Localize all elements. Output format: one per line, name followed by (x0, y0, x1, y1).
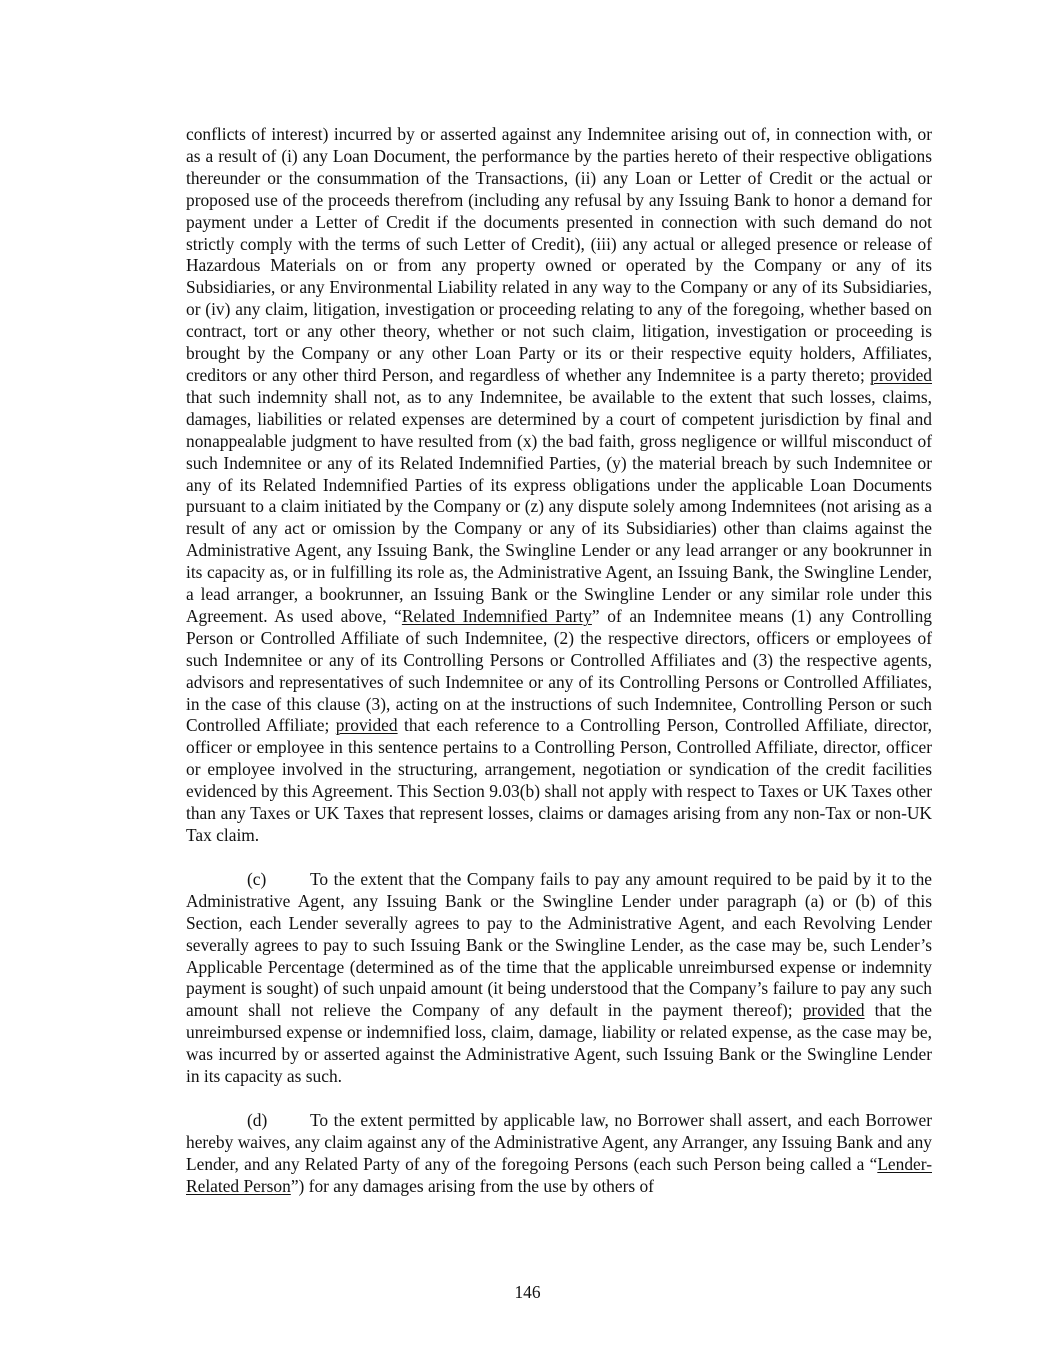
clause-number-d: (d) (247, 1109, 268, 1130)
document-body (186, 124, 932, 1198)
para-b-text-3: ” of an Indemnitee means (1) any Controlling Person or Controlled Affiliate of such Indemnitee, (2) the respective directors, officers or employees of such Indemnitee or any of its Controlling Persons or Controlled Affiliates and (3) the respective agents, advisors and representatives of such Indemnitee or any of its Controlling Persons or Controlled Affiliates, in the case of this clause (3), acting on at the instructions of such Indemnitee, Controlling Person or such Controlled Affiliate; (186, 605, 933, 736)
provided-term: provided (870, 364, 932, 385)
provided-term: provided (802, 1000, 865, 1021)
paragraph-c (186, 869, 932, 1088)
para-d-text-1: To the extent permitted by applicable law, no Borrower shall assert, and each Borrower hereby waives, any claim against any of the Administrative Agent, any Arranger, any Issuing Bank and any Lender, and any Related Party of any of the foregoing Persons (each such Person being called a “ (186, 1109, 932, 1174)
provided-term: provided (335, 715, 398, 736)
para-b-text-1: conflicts of interest) incurred by or asserted against any Indemnitee arising out of, in connection with, or as a result of (i) any Loan Document, the performance by the parties hereto of their respective obligations thereunder or the consummation of the Transactions, (ii) any Loan or Letter of Credit or the actual or proposed use of the proceeds therefrom (including any refusal by any Issuing Bank to honor a demand for payment under a Letter of Credit if the documents presented in connection with such demand do not strictly comply with the terms of such Letter of Credit), (iii) any actual or alleged presence or release of Hazardous Materials on or from any property owned or operated by the Company or any of its Subsidiaries, or any Environmental Liability related in any way to the Company or any of its Subsidiaries, or (iv) any claim, litigation, investigation or proceeding relating to any of the foregoing, whether based on contract, tort or any other theory, whether or not such claim, litigation, investigation or proceeding is brought by the Company or any other Loan Party or its or their respective equity holders, Affiliates, creditors or any other third Person, and regardless of whether any Indemnitee is a party thereto; (186, 124, 932, 385)
para-b-text-4: that each reference to a Controlling Person, Controlled Affiliate, director, officer or employee in this sentence pertains to a Controlling Person, Controlled Affiliate, director, officer or employee involved in the structuring, arrangement, negotiation or syndication of the credit facilities evidenced by this Agreement. This Section 9.03(b) shall not apply with respect to Taxes or UK Taxes other than any Taxes or UK Taxes that represent losses, claims or damages arising from any non-Tax or non-UK Tax claim. (186, 715, 932, 845)
para-c-text-1: To the extent that the Company fails to pay any amount required to be paid by it to the Administrative Agent, any Issuing Bank or the Swingline Lender under paragraph (a) or (b) of this Section, each Lender severally agrees to pay to the Administrative Agent, and each Revolving Lender severally agrees to pay to such Issuing Bank or the Swingline Lender, as the case may be, such Lender’s Applicable Percentage (determined as of the time that the applicable unreimbursed expense or indemnity payment is sought) of such unpaid amount (it being understood that the Company’s failure to pay any such amount shall not relieve the Company of any default in the payment thereof); (186, 868, 932, 1021)
lender-related-person-term: Lender-Related Person (186, 1153, 932, 1196)
para-c-text-2: that the unreimbursed expense or indemnified loss, claim, damage, liability or related expense, as the case may be, was incurred by or asserted against the Administrative Agent, such Issuing Bank or the Swingline Lender in its capacity as such. (186, 1000, 932, 1087)
para-b-text-2: that such indemnity shall not, as to any Indemnitee, be available to the extent that such losses, claims, damages, liabilities or related expenses are determined by a court of competent jurisdiction by final and nonappealable judgment to have resulted from (x) the bad faith, gross negligence or willful misconduct of such Indemnitee or any of its Related Indemnified Parties, (y) the material breach by such Indemnitee or any of its Related Indemnified Parties of its express obligations under the applicable Loan Documents pursuant to a claim initiated by the Company or (z) any dispute solely among Indemnitees (not arising as a result of any act or omission by the Company or any of its Subsidiaries) other than claims against the Administrative Agent, any Issuing Bank, the Swingline Lender or any lead arranger or any bookrunner in its capacity as, or in fulfilling its role as, the Administrative Agent, an Issuing Bank, the Swingline Lender, a lead arranger, a bookrunner, an Issuing Bank or the Swingline Lender or any similar role under this Agreement. As used above, “ (186, 386, 932, 626)
paragraph-b-continuation (186, 124, 932, 847)
page-number: 146 (514, 1282, 541, 1302)
related-indemnified-party-term: Related Indemnified Party (401, 605, 592, 626)
para-d-text-2: ”) for any damages arising from the use by others of (290, 1175, 654, 1196)
paragraph-d (186, 1110, 932, 1198)
clause-number-c: (c) (247, 868, 267, 889)
